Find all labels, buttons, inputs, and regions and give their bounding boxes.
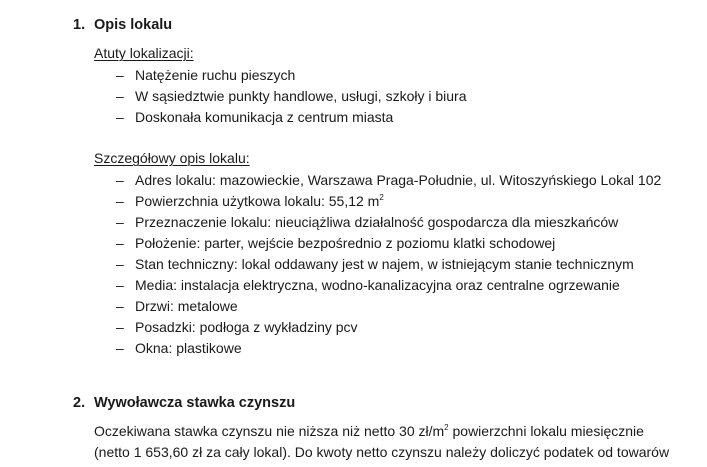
details-heading: Szczegółowy opis lokalu: [94,150,250,166]
section-2-number: 2. [73,395,86,411]
list-item [116,107,467,128]
list-item [116,317,661,338]
list-item [116,65,467,86]
paragraph-line: (netto 1 653,60 zł za cały lokal). Do kwoty netto czynszu należy doliczyć podatek od towarów [94,444,670,460]
dash-bullet: – [116,109,124,125]
dash-bullet: – [116,340,124,356]
list-item-text: W sąsiedztwie punkty handlowe, usługi, szkoły i biura [135,88,467,104]
list-item [116,296,661,317]
list-item-text: Natężenie ruchu pieszych [135,67,296,83]
section-1-heading [73,17,172,33]
section-1-title: Opis lokalu [94,17,173,33]
dash-bullet: – [116,67,124,83]
dash-bullet: – [116,277,124,293]
dash-bullet: – [116,298,124,314]
list-item-text: Drzwi: metalowe [135,298,238,314]
paragraph-text: Oczekiwana stawka czynszu nie niższa niż netto 30 zł/m [94,423,445,439]
advantages-heading: Atuty lokalizacji: [94,45,194,61]
list-item [116,212,661,233]
advantages-list [116,65,467,128]
dash-bullet: – [116,88,124,104]
list-item [116,338,661,359]
list-item-text: Adres lokalu: mazowieckie, Warszawa Praga-Południe, ul. Witoszyńskiego Lokal 102 [135,172,662,188]
list-item [116,233,661,254]
dash-bullet: – [116,235,124,251]
list-item-text: Doskonała komunikacja z centrum miasta [135,109,394,125]
details-list [116,170,661,359]
section-2-title: Wywoławcza stawka czynszu [94,395,296,411]
list-item [116,254,661,275]
rent-paragraph [94,421,694,463]
list-item [116,275,661,296]
dash-bullet: – [116,256,124,272]
list-item-text: Położenie: parter, wejście bezpośrednio z poziomu klatki schodowej [135,235,556,251]
list-item-text: Posadzki: podłoga z wykładziny pcv [135,319,358,335]
list-item-text: Powierzchnia użytkowa lokalu: 55,12 m [135,193,380,209]
list-item-text: Media: instalacja elektryczna, wodno-kanalizacyjna oraz centralne ogrzewanie [135,277,620,293]
list-item-text: Okna: plastikowe [135,340,242,356]
list-item [116,191,661,212]
superscript: 2 [379,193,384,202]
dash-bullet: – [116,172,124,188]
dash-bullet: – [116,193,124,209]
paragraph-line [94,421,694,442]
dash-bullet: – [116,319,124,335]
list-item [116,86,467,107]
section-1-number: 1. [73,17,86,33]
list-item-text: Przeznaczenie lokalu: nieuciążliwa działalność gospodarcza dla mieszkańców [135,214,619,230]
dash-bullet: – [116,214,124,230]
paragraph-text: powierzchni lokalu miesięcznie [448,423,644,439]
superscript: 2 [444,423,449,432]
section-2-heading [73,395,295,411]
list-item [116,170,661,191]
list-item-text: Stan techniczny: lokal oddawany jest w najem, w istniejącym stanie technicznym [135,256,634,272]
